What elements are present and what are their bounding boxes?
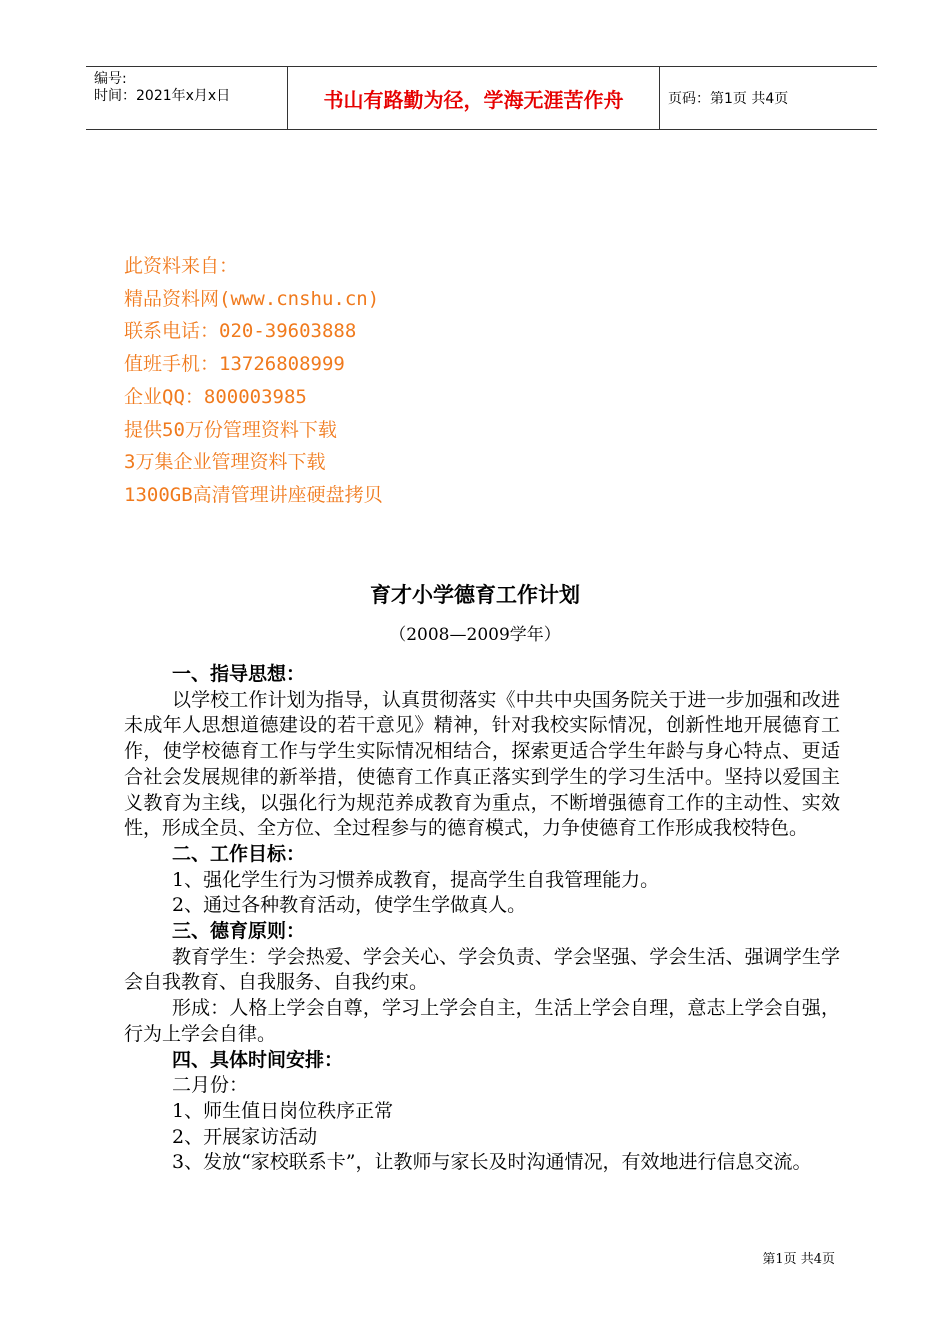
- header-page-info: 页码：第1页 共4页: [668, 91, 789, 107]
- promo-line: 此资料来自：: [124, 255, 239, 277]
- promo-line: 精品资料网(www.cnshu.cn): [124, 287, 380, 310]
- list-item: 1、师生值日岗位秩序正常: [172, 1099, 394, 1122]
- list-item: 3、发放“家校联系卡”，让教师与家长及时沟通情况，有效地进行信息交流。: [172, 1151, 812, 1174]
- section-heading: 三、德育原则：: [172, 920, 306, 943]
- section-paragraph: 教育学生：学会热爱、学会关心、学会负责、学会坚强、学会生活、强调学生学会自我教育、自我服务、自我约束。: [124, 945, 840, 994]
- header-motto: 书山有路勤为径，学海无涯苦作舟: [288, 67, 660, 129]
- header-meta: [86, 67, 288, 129]
- section-paragraph: 以学校工作计划为指导，认真贯彻落实《中共中央国务院关于进一步加强和改进未成年人思想道德建设的若干意见》精神，针对我校实际情况，创新性地开展德育工作，使学校德育工作与学生实际情况相结合，探索更适合学生年龄与身心特点、更适合社会发展规律的新举措，使德育工作真正落实到学生的学习生活中。坚持以爱国主义教育为主线，以强化行为规范养成教育为重点，不断增强德育工作的主动性、实效性，形成全员、全方位、全过程参与的德育模式，力争使德育工作形成我校特色。: [124, 688, 840, 840]
- section-heading: 一、指导思想：: [172, 663, 306, 685]
- page-header: [86, 66, 877, 130]
- date-line: 时间：2021年x月x日: [94, 88, 231, 104]
- month-label: 二月份：: [172, 1074, 249, 1097]
- document-subtitle: （2008—2009学年）: [389, 625, 561, 645]
- promo-line: 1300GB高清管理讲座硬盘拷贝: [124, 483, 383, 506]
- promo-line: 值班手机：13726808999: [124, 353, 345, 376]
- section-heading: 二、工作目标：: [172, 842, 306, 865]
- document-body: [124, 662, 840, 1176]
- promo-line: 3万集企业管理资料下载: [124, 451, 326, 474]
- list-item: 1、强化学生行为习惯养成教育，提高学生自我管理能力。: [172, 868, 660, 891]
- section-heading: 四、具体时间安排：: [172, 1048, 344, 1071]
- footer-page-number: 第1页 共4页: [762, 1252, 835, 1267]
- promo-line: 企业QQ：800003985: [124, 385, 307, 408]
- promo-line: 联系电话：020-39603888: [124, 320, 357, 343]
- section-paragraph: 形成：人格上学会自尊，学习上学会自主，生活上学会自理，意志上学会自强，行为上学会自律。: [124, 997, 840, 1045]
- document-title: 育才小学德育工作计划: [370, 583, 580, 607]
- promo-block: [124, 250, 383, 512]
- number-label: 编号:: [94, 71, 127, 87]
- list-item: 2、开展家访活动: [172, 1125, 318, 1148]
- list-item: 2、通过各种教育活动，使学生学做真人。: [172, 894, 527, 917]
- promo-line: 提供50万份管理资料下载: [124, 418, 337, 441]
